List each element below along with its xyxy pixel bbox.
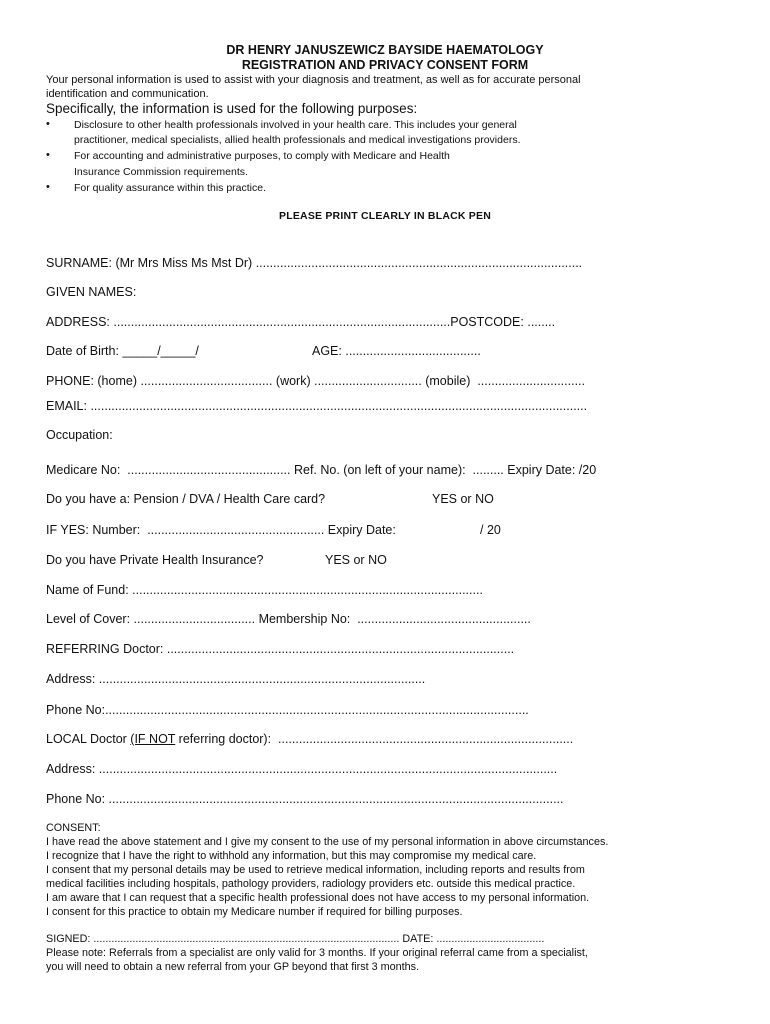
medicare-field[interactable]: Medicare No: ............................................... Ref. No. (on left of your name): ......... Expiry Date: /20 <box>46 463 597 477</box>
form-subtitle: REGISTRATION AND PRIVACY CONSENT FORM <box>241 58 529 72</box>
level-of-cover-field[interactable]: Level of Cover: ................................... Membership No: .................................................. <box>46 612 531 626</box>
consent-heading: CONSENT: <box>46 822 101 834</box>
age-field[interactable]: AGE: ....................................... <box>312 344 481 358</box>
address-field[interactable]: ADDRESS: .................................................................................................POSTCODE: ........ <box>46 315 556 329</box>
dob-label: Date of Birth: <box>46 344 123 358</box>
card-expiry-year[interactable]: / 20 <box>480 523 501 537</box>
surname-field[interactable]: SURNAME: (Mr Mrs Miss Ms Mst Dr) .............................................................................................. <box>46 256 583 270</box>
print-instruction: PLEASE PRINT CLEARLY IN BLACK PEN <box>279 210 491 222</box>
private-insurance-yes-no[interactable]: YES or NO <box>325 553 387 567</box>
consent-line-2: I recognize that I have the right to withhold any information, but this may compromise my medical care. <box>46 850 537 862</box>
pension-question: Do you have a: Pension / DVA / Health Care card? <box>46 492 326 506</box>
purpose-2-line-2: Insurance Commission requirements. <box>74 166 248 178</box>
referral-note-line-1: Please note: Referrals from a specialist are only valid for 3 months. If your original referral came from a specialist, <box>46 947 588 959</box>
bullet-icon: • <box>46 149 50 161</box>
intro-line-1: Your personal information is used to assist with your diagnosis and treatment, as well as for accurate personal <box>46 74 581 86</box>
local-phone-field[interactable]: Phone No: ................................................................................................................................... <box>46 792 564 806</box>
card-number-field[interactable]: IF YES: Number: ................................................... Expiry Date: <box>46 523 396 537</box>
purpose-1-line-2: practitioner, medical specialists, allied health professionals and medical investigations providers. <box>74 134 521 146</box>
local-doctor-field[interactable] <box>46 732 573 746</box>
intro-line-2: identification and communication. <box>46 88 209 100</box>
referring-address-field[interactable]: Address: .............................................................................................. <box>46 672 426 686</box>
local-address-field[interactable]: Address: .................................................................................................................................... <box>46 762 558 776</box>
consent-line-3: I consent that my personal details may be used to retrieve medical information, including reports and results from <box>46 864 585 876</box>
consent-line-6: I consent for this practice to obtain my Medicare number if required for billing purposes. <box>46 906 463 918</box>
consent-line-5: I am aware that I can request that a specific health professional does not have access to my personal information. <box>46 892 590 904</box>
consent-line-4: medical facilities including hospitals, pathology providers, radiology providers etc. outside this medical practice. <box>46 878 576 890</box>
pension-yes-no[interactable]: YES or NO <box>432 492 494 506</box>
form-title: DR HENRY JANUSZEWICZ BAYSIDE HAEMATOLOGY <box>226 43 544 57</box>
private-insurance-question: Do you have Private Health Insurance? <box>46 553 264 567</box>
purposes-heading: Specifically, the information is used for the following purposes: <box>46 101 418 116</box>
bullet-icon: • <box>46 118 50 130</box>
local-doctor-dots[interactable]: referring doctor): ..................................................................................... <box>175 732 574 746</box>
referral-note-line-2: you will need to obtain a new referral from your GP beyond that first 3 months. <box>46 961 420 973</box>
referring-phone-field[interactable]: Phone No:.......................................................................................................................... <box>46 703 529 717</box>
purpose-3-line-1: For quality assurance within this practice. <box>74 182 266 194</box>
purpose-1-line-1: Disclosure to other health professionals involved in your health care. This includes your general <box>74 119 517 131</box>
signature-date-field[interactable]: SIGNED: ...................................................................................................... DATE: .................................... <box>46 933 545 945</box>
local-doctor-label: LOCAL Doctor <box>46 732 131 746</box>
dob-blank[interactable]: _____/_____/ <box>122 344 199 358</box>
given-names-field[interactable]: GIVEN NAMES: <box>46 285 137 299</box>
if-not-underlined: (IF NOT <box>130 732 176 746</box>
bullet-icon: • <box>46 181 50 193</box>
occupation-field[interactable]: Occupation: <box>46 428 113 442</box>
date-of-birth-field[interactable] <box>46 344 199 358</box>
phone-field[interactable]: PHONE: (home) ...................................... (work) ............................... (mobile) ............................... <box>46 374 585 388</box>
purpose-2-line-1: For accounting and administrative purposes, to comply with Medicare and Health <box>74 150 450 162</box>
fund-name-field[interactable]: Name of Fund: ..................................................................................................... <box>46 583 483 597</box>
email-field[interactable]: EMAIL: ............................................................................................................................................... <box>46 399 588 413</box>
consent-line-1: I have read the above statement and I give my consent to the use of my personal information in above circumstances. <box>46 836 609 848</box>
referring-doctor-field[interactable]: REFERRING Doctor: .................................................................................................... <box>46 642 515 656</box>
